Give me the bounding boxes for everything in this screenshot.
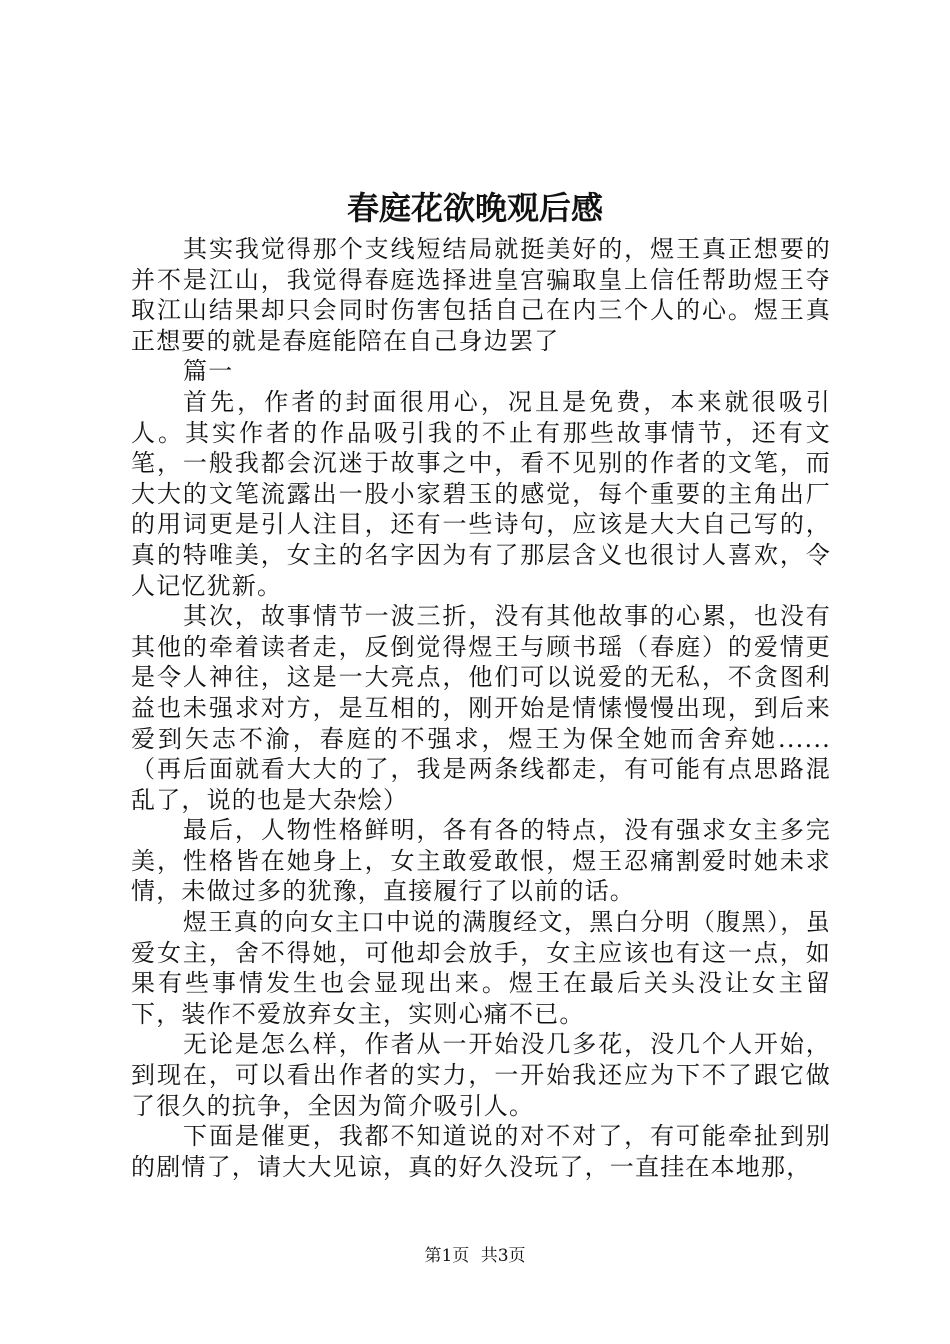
paragraph: 无论是怎么样，作者从一开始没几多花，没几个人开始，到现在，可以看出作者的实力，一开始我还应为下不了跟它做了很久的抗争，全因为简介吸引人。 xyxy=(131,1030,831,1120)
paragraph: 最后，人物性格鲜明，各有各的特点，没有强求女主多完美，性格皆在她身上，女主敢爱敢恨，煜王忍痛割爱时她未求情，未做过多的犹豫，直接履行了以前的话。 xyxy=(131,816,831,906)
paragraph: 其实我觉得那个支线短结局就挺美好的，煜王真正想要的并不是江山，我觉得春庭选择进皇宫骗取皇上信任帮助煜王夺取江山结果却只会同时伤害包括自己在内三个人的心。煜王真正想要的就是春庭能陪在自己身边罢了 xyxy=(131,235,831,355)
paragraph: 首先，作者的封面很用心，况且是免费，本来就很吸引人。其实作者的作品吸引我的不止有那些故事情节，还有文笔，一般我都会沉迷于故事之中，看不见别的作者的文笔，而大大的文笔流露出一股小家碧玉的感觉，每个重要的主角出厂的用词更是引人注目，还有一些诗句，应该是大大自己写的，真的特唯美，女主的名字因为有了那层含义也很讨人喜欢，令人记忆犹新。 xyxy=(131,387,831,600)
section-heading: 篇一 xyxy=(183,357,234,386)
paragraph: 煜王真的向女主口中说的满腹经文，黑白分明（腹黑），虽爱女主，舍不得她，可他却会放手，女主应该也有这一点，如果有些事情发生也会显现出来。煜王在最后关头没让女主留下，装作不爱放弃女主，实则心痛不已。 xyxy=(131,908,831,1028)
paragraph: 下面是催更，我都不知道说的对不对了，有可能牵扯到别的剧情了，请大大见谅，真的好久没玩了，一直挂在本地那， xyxy=(131,1122,831,1181)
page-number-footer: 第1页 共3页 xyxy=(424,1246,526,1266)
document-title: 春庭花欲晚观后感 xyxy=(346,189,603,227)
document-body xyxy=(131,234,831,1182)
paragraph: 其次，故事情节一波三折，没有其他故事的心累，也没有其他的牵着读者走，反倒觉得煜王与顾书瑶（春庭）的爱情更是令人神往，这是一大亮点，他们可以说爱的无私，不贪图利益也未强求对方，是互相的，刚开始是情愫慢慢出现，到后来爱到矢志不渝，春庭的不强求，煜王为保全她而舍弃她......（再后面就看大大的了，我是两条线都走，有可能有点思路混乱了，说的也是大杂烩） xyxy=(131,602,831,814)
